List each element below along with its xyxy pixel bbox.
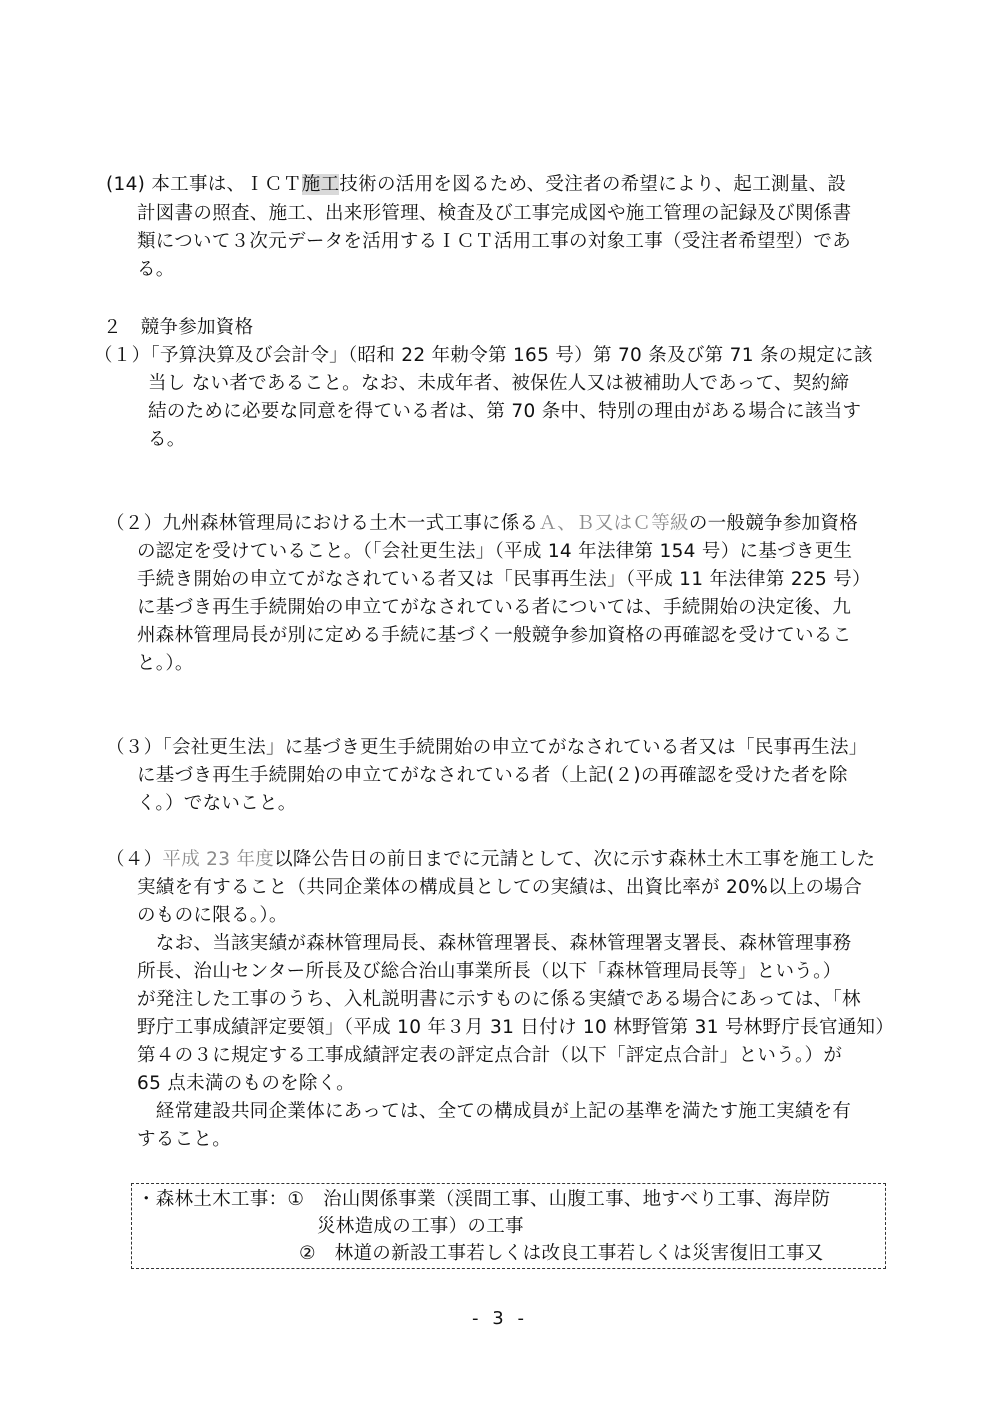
item1-line2: 当し ない者であること。なお、未成年者、被保佐人又は被補助人であって、契約締 (148, 373, 850, 394)
item4-line1: （４）平成 23 年度以降公告日の前日までに元請として、次に示す森林土木工事を施工した (106, 849, 876, 870)
item4-line10: 経常建設共同企業体にあっては、全ての構成員が上記の基準を満たす施工実績を有 (137, 1101, 852, 1122)
item2-line3: 手続き開始の申立てがなされている者又は「民事再生法」（平成 11 年法律第 225 号） (137, 569, 871, 590)
item14-line2: 計図書の照査、施工、出来形管理、検査及び工事完成図や施工管理の記録及び関係書 (137, 203, 852, 224)
box-line1: ・森林土木工事：① 治山関係事業（渓間工事、山腹工事、地すべり工事、海岸防 (137, 1189, 831, 1210)
item4-line9: 65 点未満のものを除く。 (137, 1073, 355, 1094)
highlighted-text: 施工 (301, 174, 340, 195)
item2-line5: 州森林管理局長が別に定める手続に基づく一般競争参加資格の再確認を受けているこ (137, 625, 852, 646)
item14-line4: る。 (137, 259, 175, 280)
item14-line3: 類について３次元データを活用するＩＣＴ活用工事の対象工事（受注者希望型）であ (137, 231, 852, 252)
page-number: - 3 - (472, 1308, 528, 1329)
item4-line3: のものに限る。）。 (137, 905, 288, 926)
item4-line2: 実績を有すること（共同企業体の構成員としての実績は、出資比率が 20%以上の場合 (137, 877, 863, 898)
item4-line4: なお、当該実績が森林管理局長、森林管理署長、森林管理署支署長、森林管理事務 (137, 933, 852, 954)
item1-line3: 結のために必要な同意を得ている者は、第 70 条中、特別の理由がある場合に該当す (148, 401, 862, 422)
item4-line7: 野庁工事成績評定要領」（平成 10 年３月 31 日付け 10 林野管第 31 号林野庁長官通知） (137, 1017, 895, 1038)
item4-line11: すること。 (137, 1129, 232, 1150)
item3-line2: に基づき再生手続開始の申立てがなされている者（上記(２)の再確認を受けた者を除 (137, 765, 848, 786)
item1-line1: （１）「予算決算及び会計令」（昭和 22 年勅令第 165 号）第 70 条及び第 71 条の規定に該 (94, 345, 873, 366)
item2-line6: と。）。 (137, 653, 194, 674)
year-text: 平成 23 年度 (162, 849, 275, 870)
item2-line2: の認定を受けていること。（「会社更生法」（平成 14 年法律第 154 号）に基づき更生 (137, 541, 853, 562)
item4-line5: 所長、治山センター所長及び総合治山事業所長（以下「森林管理局長等」という。） (137, 961, 842, 982)
item2-line1: （２）九州森林管理局における土木一式工事に係るＡ、Ｂ又はＣ等級の一般競争参加資格 (106, 513, 859, 534)
section-heading: ２ 競争参加資格 (103, 317, 254, 338)
item2-line4: に基づき再生手続開始の申立てがなされている者については、手続開始の決定後、九 (137, 597, 852, 618)
item4-line8: 第４の３に規定する工事成績評定表の評定点合計（以下「評定点合計」という。）が (137, 1045, 843, 1066)
item14-line1: (14) 本工事は、ＩＣＴ施工技術の活用を図るため、受注者の希望により、起工測量、設 (106, 174, 847, 195)
grade-text: Ａ、Ｂ又はＣ等級 (538, 513, 689, 534)
item3-line1: （３）「会社更生法」に基づき更生手続開始の申立てがなされている者又は「民事再生法」 (106, 737, 868, 758)
item3-line3: く。）でないこと。 (137, 793, 297, 814)
box-line3: ② 林道の新設工事若しくは改良工事若しくは災害復旧工事又 (299, 1243, 824, 1264)
item1-line4: る。 (148, 429, 186, 450)
box-line2: 災林造成の工事）の工事 (317, 1216, 524, 1237)
item4-line6: が発注した工事のうち、入札説明書に示すものに係る実績である場合にあっては、「林 (137, 989, 861, 1010)
